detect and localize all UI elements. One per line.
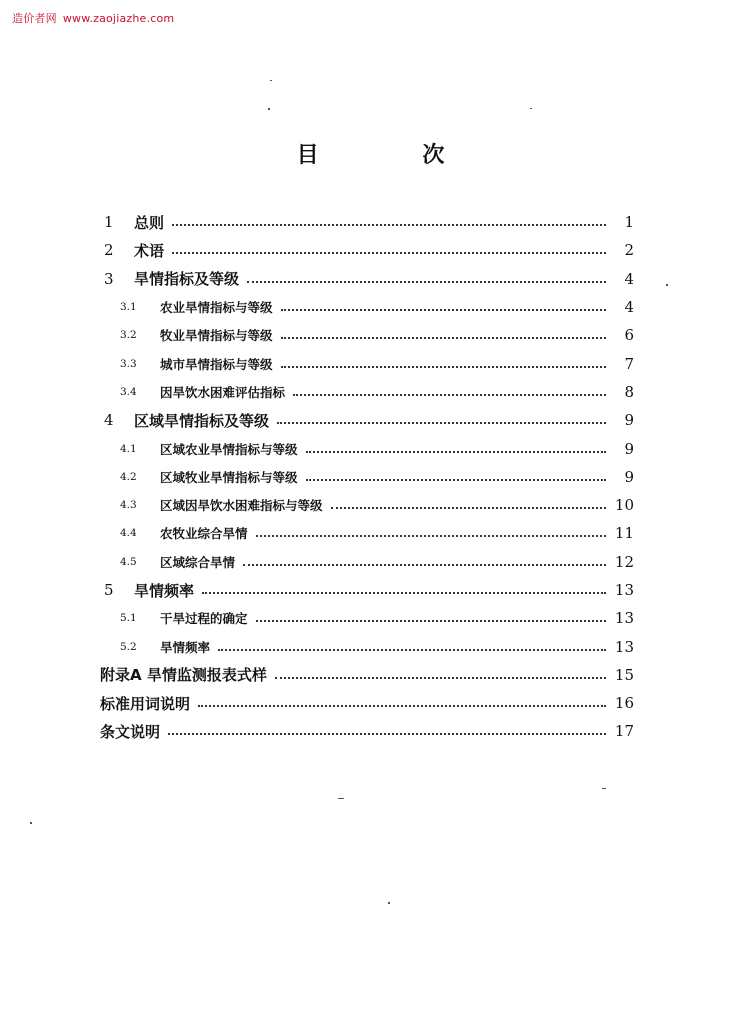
toc-entry-page-number: 7 [624, 354, 634, 373]
toc-entry-label: 旱情频率 [160, 639, 211, 655]
toc-entry [100, 406, 634, 434]
toc-dot-leader [168, 733, 606, 735]
toc-entry-label: 标准用词说明 [100, 694, 191, 713]
toc-entry-number: 2 [104, 241, 114, 260]
toc-entry-number: 5.2 [120, 640, 137, 653]
toc-entry-page-number: 13 [614, 637, 634, 656]
toc-entry [100, 519, 634, 547]
toc-entry-label: 城市旱情指标与等级 [160, 356, 273, 372]
toc-entry-page-number: 9 [624, 411, 634, 430]
toc-entry-label: 因旱饮水困难评估指标 [160, 384, 286, 400]
toc-entry-page-number: 8 [624, 382, 634, 401]
toc-dot-leader [256, 620, 606, 622]
toc-entry [100, 661, 634, 689]
toc-entry-label: 区域旱情指标及等级 [134, 411, 270, 430]
toc-entry-page-number: 17 [614, 722, 634, 741]
toc-entry-page-number: 4 [624, 298, 634, 317]
toc-entry-label: 区域因旱饮水困难指标与等级 [160, 498, 323, 514]
toc-entry-page-number: 12 [614, 552, 634, 571]
toc-entry [100, 576, 634, 604]
toc-entry-page-number: 1 [624, 213, 634, 232]
toc-entry-number: 3.2 [120, 329, 137, 342]
table-of-contents [100, 208, 634, 746]
toc-entry-page-number: 11 [614, 524, 634, 543]
scan-speck [388, 902, 390, 904]
toc-entry-number: 3 [104, 269, 114, 288]
toc-entry-page-number: 9 [624, 439, 634, 458]
toc-entry-number: 4.3 [120, 499, 137, 512]
toc-dot-leader [172, 224, 606, 226]
scan-speck [270, 80, 272, 81]
toc-dot-leader [256, 535, 606, 537]
toc-entry-label: 农业旱情指标与等级 [160, 300, 273, 316]
toc-entry-page-number: 15 [614, 665, 634, 684]
toc-entry [100, 491, 634, 519]
toc-entry-number: 4.1 [120, 442, 137, 455]
toc-entry-label: 条文说明 [100, 722, 161, 741]
scan-speck [666, 284, 668, 286]
toc-entry [100, 548, 634, 576]
scan-speck [338, 798, 344, 799]
toc-dot-leader [275, 677, 606, 679]
toc-entry [100, 236, 634, 264]
toc-entry-label: 旱情频率 [134, 581, 195, 600]
toc-entry-label: 附录A 旱情监测报表式样 [100, 666, 267, 685]
toc-entry [100, 293, 634, 321]
toc-entry [100, 604, 634, 632]
toc-entry-number: 5 [104, 581, 114, 599]
toc-entry-number: 4 [104, 411, 114, 430]
toc-dot-leader [277, 422, 606, 424]
toc-entry-page-number: 13 [614, 581, 634, 599]
toc-entry [100, 434, 634, 462]
toc-dot-leader [331, 507, 606, 509]
toc-entry-page-number: 4 [624, 269, 634, 288]
toc-entry-label: 干旱过程的确定 [160, 611, 248, 627]
toc-entry-number: 5.1 [120, 612, 137, 625]
toc-dot-leader [198, 705, 606, 707]
toc-entry-label: 总则 [134, 213, 165, 232]
toc-dot-leader [293, 394, 606, 396]
toc-dot-leader [306, 451, 606, 453]
toc-entry [100, 208, 634, 236]
toc-entry-number: 4.5 [120, 555, 137, 568]
toc-dot-leader [243, 564, 606, 566]
page-title: 目 次 [296, 143, 493, 168]
watermark [12, 10, 174, 26]
toc-entry [100, 378, 634, 406]
toc-entry-page-number: 2 [624, 241, 634, 260]
toc-entry-label: 牧业旱情指标与等级 [160, 328, 273, 344]
toc-entry [100, 689, 634, 717]
toc-entry-number: 1 [104, 213, 114, 232]
toc-entry-page-number: 13 [614, 609, 634, 628]
toc-entry-number: 3.4 [120, 385, 137, 398]
watermark-url: www.zaojiazhe.com [62, 12, 175, 25]
toc-entry-label: 区域农业旱情指标与等级 [160, 441, 298, 457]
toc-dot-leader [247, 281, 606, 283]
scan-speck [602, 788, 606, 789]
toc-entry [100, 717, 634, 745]
toc-dot-leader [281, 366, 606, 368]
toc-dot-leader [281, 337, 606, 339]
toc-entry [100, 463, 634, 491]
toc-entry-number: 3.3 [120, 357, 137, 370]
toc-entry [100, 632, 634, 660]
toc-entry [100, 321, 634, 349]
toc-entry-page-number: 9 [624, 467, 634, 486]
toc-entry-page-number: 16 [614, 694, 634, 713]
toc-entry-label: 术语 [134, 241, 165, 260]
scan-speck [268, 108, 270, 110]
toc-dot-leader [172, 252, 606, 254]
watermark-site-name: 造价者网 [12, 12, 57, 25]
toc-entry-label: 农牧业综合旱情 [160, 526, 248, 542]
toc-entry-page-number: 6 [624, 326, 634, 345]
toc-entry-page-number: 10 [614, 496, 634, 515]
toc-dot-leader [218, 649, 606, 651]
toc-entry-number: 4.2 [120, 470, 137, 483]
scan-speck [30, 822, 32, 824]
toc-entry-label: 旱情指标及等级 [134, 270, 240, 289]
toc-entry-label: 区域牧业旱情指标与等级 [160, 469, 298, 485]
toc-entry [100, 349, 634, 377]
toc-dot-leader [306, 479, 606, 481]
toc-dot-leader [202, 592, 606, 594]
toc-dot-leader [281, 309, 606, 311]
toc-entry-number: 3.1 [120, 301, 137, 314]
toc-entry [100, 265, 634, 293]
toc-entry-number: 4.4 [120, 527, 137, 540]
toc-entry-label: 区域综合旱情 [160, 554, 236, 570]
scan-speck [530, 108, 532, 109]
